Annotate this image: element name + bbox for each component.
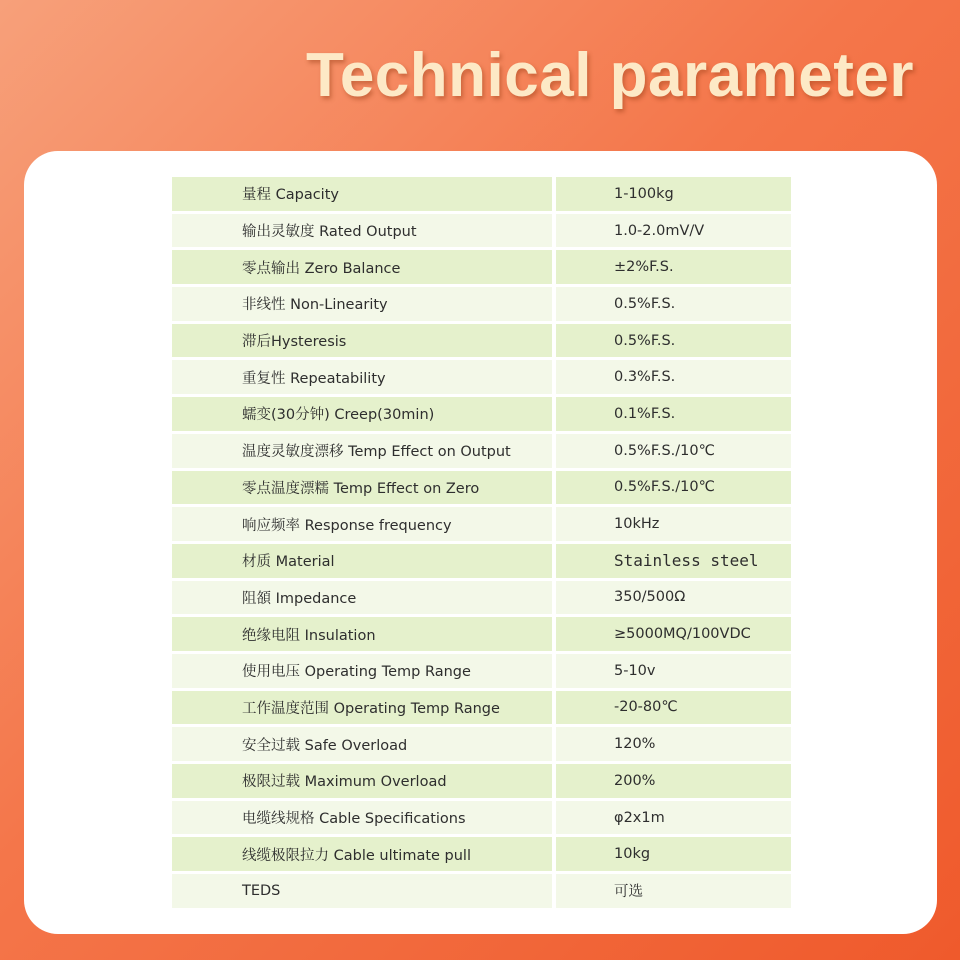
parameter-value: ≥5000MQ/100VDC <box>556 617 791 651</box>
parameter-label: 阻頟 Impedance <box>172 581 552 615</box>
parameter-label: 输出灵敏度 Rated Output <box>172 214 552 248</box>
parameter-value: 200% <box>556 764 791 798</box>
table-row <box>172 360 791 394</box>
table-row <box>172 287 791 321</box>
parameter-label: 电缆线规格 Cable Specifications <box>172 801 552 835</box>
parameter-label: 响应频率 Response frequency <box>172 507 552 541</box>
parameter-label: 非线性 Non-Linearity <box>172 287 552 321</box>
parameter-table <box>172 177 791 911</box>
parameter-label: 极限过载 Maximum Overload <box>172 764 552 798</box>
table-row <box>172 654 791 688</box>
parameter-label: 线缆极限拉力 Cable ultimate pull <box>172 837 552 871</box>
table-row <box>172 177 791 211</box>
table-row <box>172 581 791 615</box>
parameter-value: 0.5%F.S. <box>556 287 791 321</box>
table-row <box>172 617 791 651</box>
table-row <box>172 874 791 908</box>
parameter-value: Stainless steel <box>556 544 791 578</box>
parameter-value: 0.5%F.S./10℃ <box>556 471 791 505</box>
parameter-label: 安全过载 Safe Overload <box>172 727 552 761</box>
parameter-value: ±2%F.S. <box>556 250 791 284</box>
parameter-value: φ2x1m <box>556 801 791 835</box>
table-row <box>172 434 791 468</box>
parameter-label: 量程 Capacity <box>172 177 552 211</box>
parameter-value: 1-100kg <box>556 177 791 211</box>
parameter-value: 0.3%F.S. <box>556 360 791 394</box>
parameter-label: 使用电压 Operating Temp Range <box>172 654 552 688</box>
page-title: Technical parameter <box>306 41 914 110</box>
table-row <box>172 764 791 798</box>
parameter-value: 0.1%F.S. <box>556 397 791 431</box>
parameter-label: 温度灵敏度漂移 Temp Effect on Output <box>172 434 552 468</box>
parameter-value: 350/500Ω <box>556 581 791 615</box>
parameter-value: 10kHz <box>556 507 791 541</box>
parameter-label: 绝缘电阻 Insulation <box>172 617 552 651</box>
table-row <box>172 691 791 725</box>
parameter-value: 120% <box>556 727 791 761</box>
parameter-value: 1.0-2.0mV/V <box>556 214 791 248</box>
table-row <box>172 471 791 505</box>
parameter-label: 工作温度范围 Operating Temp Range <box>172 691 552 725</box>
parameter-card <box>24 151 937 934</box>
table-row <box>172 214 791 248</box>
table-row <box>172 250 791 284</box>
table-row <box>172 397 791 431</box>
parameter-value: 5-10v <box>556 654 791 688</box>
table-row <box>172 727 791 761</box>
parameter-label: 滞后Hysteresis <box>172 324 552 358</box>
parameter-value: -20-80℃ <box>556 691 791 725</box>
parameter-label: 重复性 Repeatability <box>172 360 552 394</box>
parameter-label: 材质 Material <box>172 544 552 578</box>
parameter-label: 零点输出 Zero Balance <box>172 250 552 284</box>
table-row <box>172 837 791 871</box>
parameter-label: 零点温度漂糯 Temp Effect on Zero <box>172 471 552 505</box>
parameter-value: 0.5%F.S. <box>556 324 791 358</box>
table-row <box>172 324 791 358</box>
parameter-value: 可选 <box>556 874 791 908</box>
table-row <box>172 507 791 541</box>
table-row <box>172 544 791 578</box>
parameter-value: 0.5%F.S./10℃ <box>556 434 791 468</box>
parameter-value: 10kg <box>556 837 791 871</box>
parameter-label: TEDS <box>172 874 552 908</box>
table-row <box>172 801 791 835</box>
parameter-label: 蠕变(30分钟) Creep(30min) <box>172 397 552 431</box>
